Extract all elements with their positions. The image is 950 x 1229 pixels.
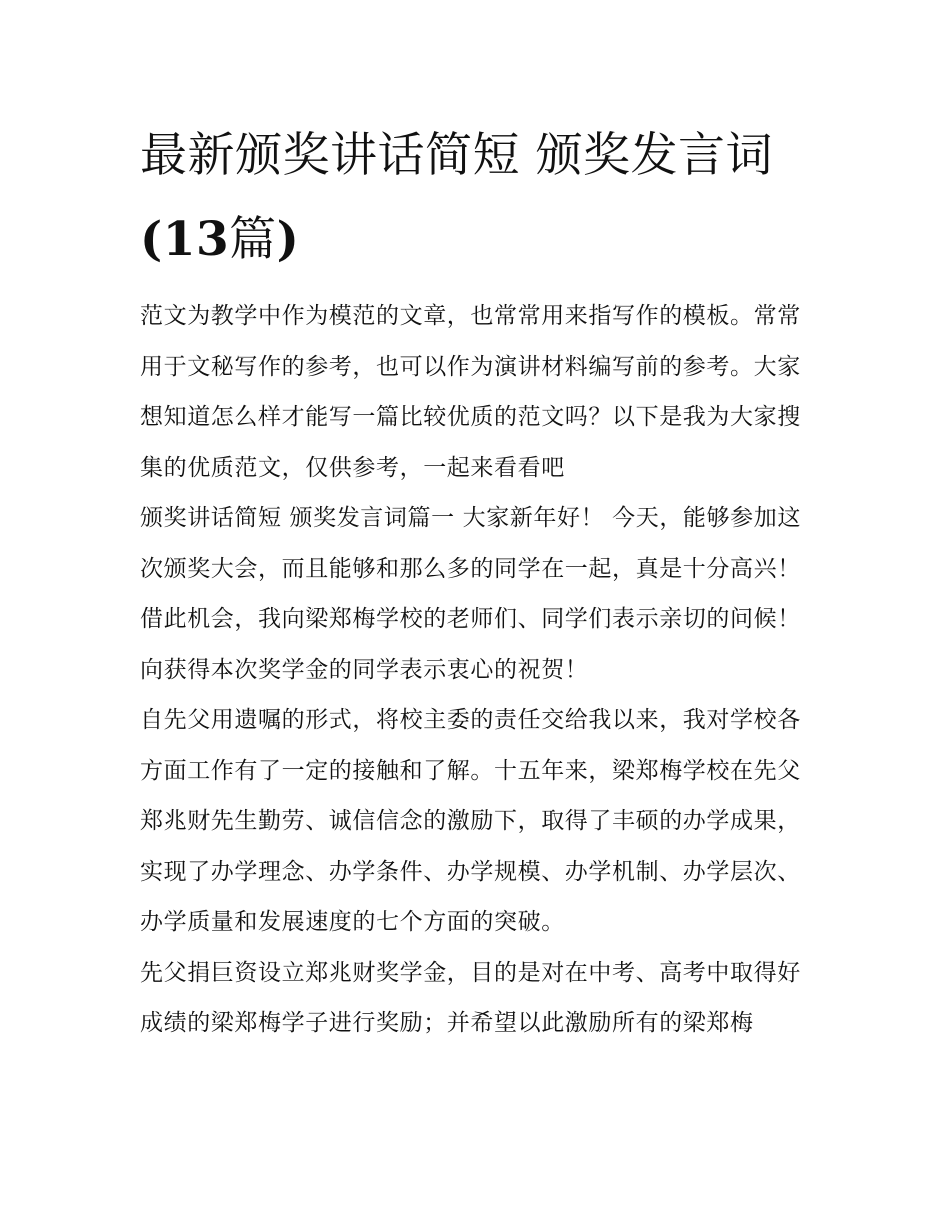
title-count-open: (13 <box>140 212 230 267</box>
document-body <box>140 291 816 1049</box>
document-page <box>140 0 816 1049</box>
title-count-word: 篇 <box>229 212 277 267</box>
paragraph-greeting: 借此机会，我向梁郑梅学校的老师们、同学们表示亲切的问候！向获得本次奖学金的同学表示衷心的祝贺！ <box>140 606 801 683</box>
title-count-close: ) <box>276 212 300 267</box>
paragraph-intro: 范文为教学中作为模范的文章，也常常用来指写作的模板。常常用于文秘写作的参考，也可以作为演讲材料编写前的参考。大家想知道怎么样才能写一篇比较优质的范文吗？以下是我为大家搜集的优质范文，仅供参考，一起来看看吧 <box>140 303 801 481</box>
document-title <box>140 0 816 282</box>
paragraph-history: 自先父用遗嘱的形式，将校主委的责任交给我以来，我对学校各方面工作有了一定的接触和了解。十五年来，梁郑梅学校在先父郑兆财先生勤劳、诚信信念的激励下，取得了丰硕的办学成果，实现了办学理念、办学条件、办学规模、办学机制、办学层次、办学质量和发展速度的七个方面的突破。 <box>140 707 801 935</box>
paragraph-opening: 颁奖讲话简短 颁奖发言词篇一 大家新年好！ 今天，能够参加这次颁奖大会，而且能够和那么多的同学在一起，真是十分高兴！ <box>140 505 801 582</box>
paragraph-scholarship: 先父捐巨资设立郑兆财奖学金，目的是对在中考、高考中取得好成绩的梁郑梅学子进行奖励；并希望以此激励所有的梁郑梅 <box>140 959 801 1036</box>
title-line-1: 最新颁奖讲话简短 颁奖发言词 <box>140 128 773 183</box>
